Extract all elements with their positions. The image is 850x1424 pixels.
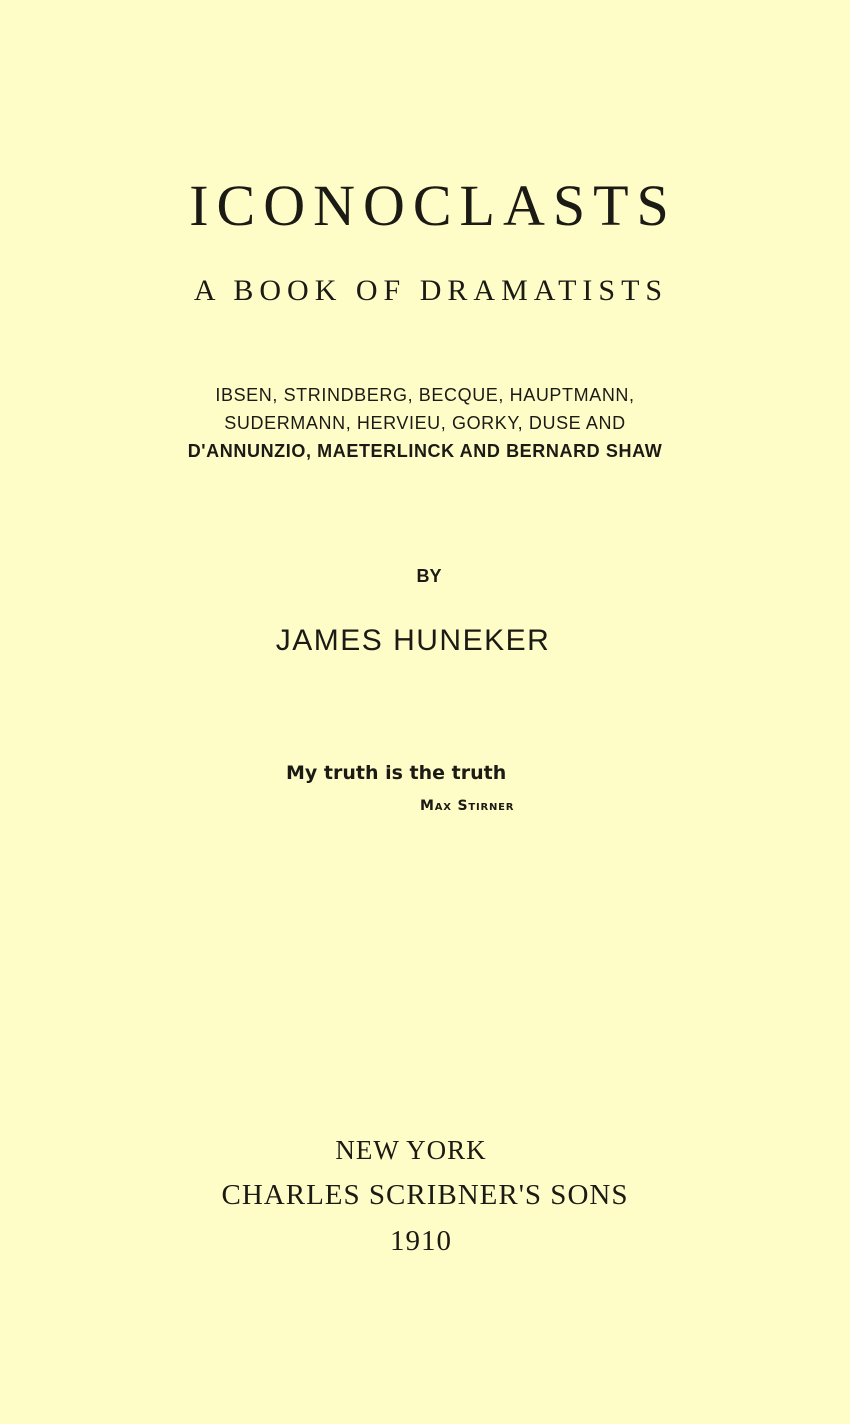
by-label: BY xyxy=(416,566,442,586)
book-subtitle: A BOOK OF DRAMATISTS xyxy=(193,274,669,307)
imprint-publisher: CHARLES SCRIBNER'S SONS xyxy=(221,1179,629,1211)
author-name: JAMES HUNEKER xyxy=(275,624,551,657)
epigraph-attribution: Max Stirner xyxy=(420,798,515,814)
dramatists-line: IBSEN, STRINDBERG, BECQUE, HAUPTMANN, xyxy=(215,385,635,405)
dramatists-line: SUDERMANN, HERVIEU, GORKY, DUSE AND xyxy=(224,413,626,433)
imprint-city: NEW YORK xyxy=(335,1135,487,1165)
imprint-year: 1910 xyxy=(390,1225,452,1257)
dramatists-line: D'ANNUNZIO, MAETERLINCK AND BERNARD SHAW xyxy=(187,441,663,461)
book-title: ICONOCLASTS xyxy=(189,173,677,238)
epigraph-quote: My truth is the truth xyxy=(286,762,507,784)
